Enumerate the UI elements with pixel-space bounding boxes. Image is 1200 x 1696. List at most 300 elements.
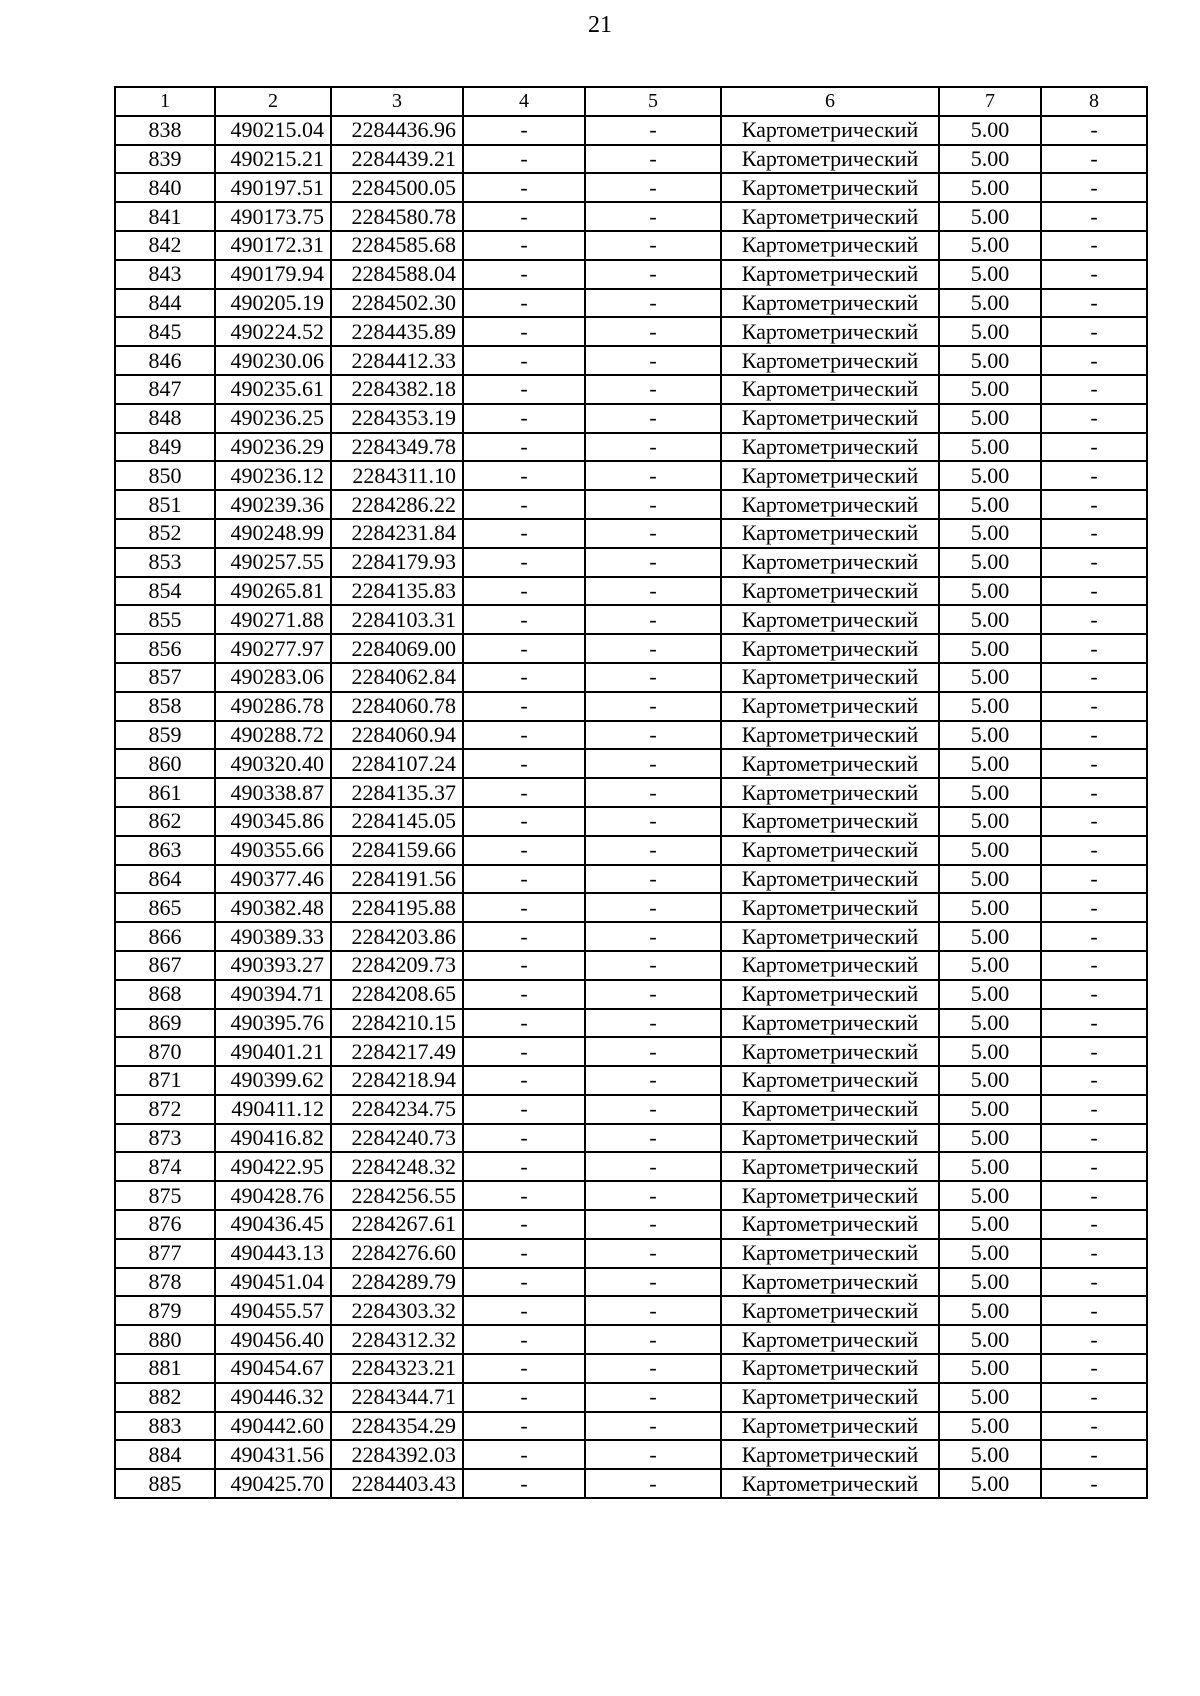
- column-5-cell: -: [585, 461, 721, 490]
- x-coordinate-cell: 490377.46: [215, 865, 331, 894]
- method-cell: Картометрический: [721, 692, 939, 721]
- accuracy-cell: 5.00: [939, 634, 1041, 663]
- column-4-cell: -: [463, 1210, 585, 1239]
- column-8-cell: -: [1041, 749, 1147, 778]
- y-coordinate-cell: 2284436.96: [331, 116, 463, 145]
- table-row: [115, 1152, 1147, 1181]
- x-coordinate-cell: 490422.95: [215, 1152, 331, 1181]
- table-row: [115, 980, 1147, 1009]
- x-coordinate-cell: 490436.45: [215, 1210, 331, 1239]
- column-4-cell: -: [463, 1412, 585, 1441]
- x-coordinate-cell: 490394.71: [215, 980, 331, 1009]
- point-number-cell: 844: [115, 289, 215, 318]
- column-8-cell: -: [1041, 145, 1147, 174]
- column-8-cell: -: [1041, 1095, 1147, 1124]
- table-row: [115, 346, 1147, 375]
- point-number-cell: 849: [115, 433, 215, 462]
- column-5-cell: -: [585, 749, 721, 778]
- table-row: [115, 1354, 1147, 1383]
- column-8-cell: -: [1041, 1469, 1147, 1498]
- column-4-cell: -: [463, 807, 585, 836]
- x-coordinate-cell: 490443.13: [215, 1239, 331, 1268]
- column-8-cell: -: [1041, 317, 1147, 346]
- x-coordinate-cell: 490283.06: [215, 663, 331, 692]
- accuracy-cell: 5.00: [939, 490, 1041, 519]
- y-coordinate-cell: 2284195.88: [331, 893, 463, 922]
- column-8-cell: -: [1041, 1239, 1147, 1268]
- y-coordinate-cell: 2284354.29: [331, 1412, 463, 1441]
- point-number-cell: 884: [115, 1440, 215, 1469]
- column-4-cell: -: [463, 231, 585, 260]
- y-coordinate-cell: 2284412.33: [331, 346, 463, 375]
- x-coordinate-cell: 490236.12: [215, 461, 331, 490]
- column-5-cell: -: [585, 1412, 721, 1441]
- table-row: [115, 116, 1147, 145]
- column-4-cell: -: [463, 836, 585, 865]
- column-5-cell: -: [585, 346, 721, 375]
- table-row: [115, 548, 1147, 577]
- y-coordinate-cell: 2284248.32: [331, 1152, 463, 1181]
- column-8-cell: -: [1041, 1383, 1147, 1412]
- method-cell: Картометрический: [721, 605, 939, 634]
- column-4-cell: -: [463, 1037, 585, 1066]
- column-8-cell: -: [1041, 1440, 1147, 1469]
- table-row: [115, 145, 1147, 174]
- point-number-cell: 859: [115, 721, 215, 750]
- table-row: [115, 1239, 1147, 1268]
- column-4-cell: -: [463, 1296, 585, 1325]
- accuracy-cell: 5.00: [939, 116, 1041, 145]
- accuracy-cell: 5.00: [939, 1383, 1041, 1412]
- method-cell: Картометрический: [721, 1239, 939, 1268]
- point-number-cell: 857: [115, 663, 215, 692]
- column-4-cell: -: [463, 1124, 585, 1153]
- accuracy-cell: 5.00: [939, 1296, 1041, 1325]
- x-coordinate-cell: 490411.12: [215, 1095, 331, 1124]
- column-5-cell: -: [585, 173, 721, 202]
- column-8-cell: -: [1041, 605, 1147, 634]
- x-coordinate-cell: 490446.32: [215, 1383, 331, 1412]
- column-8-cell: -: [1041, 375, 1147, 404]
- table-row: [115, 721, 1147, 750]
- table-row: [115, 749, 1147, 778]
- method-cell: Картометрический: [721, 1354, 939, 1383]
- accuracy-cell: 5.00: [939, 663, 1041, 692]
- column-5-cell: -: [585, 663, 721, 692]
- y-coordinate-cell: 2284234.75: [331, 1095, 463, 1124]
- table-row: [115, 1009, 1147, 1038]
- table-row: [115, 605, 1147, 634]
- column-8-cell: -: [1041, 1152, 1147, 1181]
- method-cell: Картометрический: [721, 490, 939, 519]
- column-8-cell: -: [1041, 1124, 1147, 1153]
- x-coordinate-cell: 490179.94: [215, 260, 331, 289]
- y-coordinate-cell: 2284353.19: [331, 404, 463, 433]
- column-5-cell: -: [585, 865, 721, 894]
- y-coordinate-cell: 2284145.05: [331, 807, 463, 836]
- column-4-cell: -: [463, 577, 585, 606]
- column-4-cell: -: [463, 1152, 585, 1181]
- column-5-cell: -: [585, 375, 721, 404]
- accuracy-cell: 5.00: [939, 202, 1041, 231]
- x-coordinate-cell: 490416.82: [215, 1124, 331, 1153]
- column-4-cell: -: [463, 721, 585, 750]
- accuracy-cell: 5.00: [939, 1354, 1041, 1383]
- y-coordinate-cell: 2284069.00: [331, 634, 463, 663]
- x-coordinate-cell: 490442.60: [215, 1412, 331, 1441]
- column-4-cell: -: [463, 145, 585, 174]
- column-5-cell: -: [585, 577, 721, 606]
- point-number-cell: 845: [115, 317, 215, 346]
- column-5-cell: -: [585, 260, 721, 289]
- column-5-cell: -: [585, 922, 721, 951]
- column-8-cell: -: [1041, 404, 1147, 433]
- y-coordinate-cell: 2284580.78: [331, 202, 463, 231]
- table-row: [115, 577, 1147, 606]
- table-row: [115, 778, 1147, 807]
- table-row: [115, 865, 1147, 894]
- column-5-cell: -: [585, 519, 721, 548]
- method-cell: Картометрический: [721, 173, 939, 202]
- point-number-cell: 869: [115, 1009, 215, 1038]
- column-4-cell: -: [463, 1325, 585, 1354]
- point-number-cell: 877: [115, 1239, 215, 1268]
- x-coordinate-cell: 490271.88: [215, 605, 331, 634]
- column-8-cell: -: [1041, 865, 1147, 894]
- y-coordinate-cell: 2284191.56: [331, 865, 463, 894]
- method-cell: Картометрический: [721, 634, 939, 663]
- point-number-cell: 880: [115, 1325, 215, 1354]
- method-cell: Картометрический: [721, 1469, 939, 1498]
- table-header-row: [115, 87, 1147, 116]
- y-coordinate-cell: 2284502.30: [331, 289, 463, 318]
- y-coordinate-cell: 2284060.94: [331, 721, 463, 750]
- y-coordinate-cell: 2284062.84: [331, 663, 463, 692]
- accuracy-cell: 5.00: [939, 1469, 1041, 1498]
- point-number-cell: 843: [115, 260, 215, 289]
- accuracy-cell: 5.00: [939, 605, 1041, 634]
- column-4-cell: -: [463, 1239, 585, 1268]
- accuracy-cell: 5.00: [939, 951, 1041, 980]
- column-4-cell: -: [463, 1383, 585, 1412]
- y-coordinate-cell: 2284435.89: [331, 317, 463, 346]
- column-8-cell: -: [1041, 461, 1147, 490]
- y-coordinate-cell: 2284217.49: [331, 1037, 463, 1066]
- point-number-cell: 850: [115, 461, 215, 490]
- table-row: [115, 836, 1147, 865]
- column-8-cell: -: [1041, 951, 1147, 980]
- accuracy-cell: 5.00: [939, 173, 1041, 202]
- accuracy-cell: 5.00: [939, 1239, 1041, 1268]
- accuracy-cell: 5.00: [939, 807, 1041, 836]
- coordinates-table: [114, 86, 1148, 1499]
- table-row: [115, 1181, 1147, 1210]
- column-5-cell: -: [585, 1124, 721, 1153]
- method-cell: Картометрический: [721, 461, 939, 490]
- column-5-cell: -: [585, 202, 721, 231]
- x-coordinate-cell: 490197.51: [215, 173, 331, 202]
- method-cell: Картометрический: [721, 1009, 939, 1038]
- y-coordinate-cell: 2284256.55: [331, 1181, 463, 1210]
- accuracy-cell: 5.00: [939, 1268, 1041, 1297]
- table-row: [115, 692, 1147, 721]
- column-header: 8: [1041, 87, 1147, 116]
- accuracy-cell: 5.00: [939, 778, 1041, 807]
- accuracy-cell: 5.00: [939, 980, 1041, 1009]
- point-number-cell: 878: [115, 1268, 215, 1297]
- x-coordinate-cell: 490451.04: [215, 1268, 331, 1297]
- point-number-cell: 842: [115, 231, 215, 260]
- column-4-cell: -: [463, 634, 585, 663]
- x-coordinate-cell: 490455.57: [215, 1296, 331, 1325]
- point-number-cell: 853: [115, 548, 215, 577]
- method-cell: Картометрический: [721, 1152, 939, 1181]
- accuracy-cell: 5.00: [939, 433, 1041, 462]
- column-8-cell: -: [1041, 231, 1147, 260]
- table-row: [115, 807, 1147, 836]
- method-cell: Картометрический: [721, 433, 939, 462]
- x-coordinate-cell: 490456.40: [215, 1325, 331, 1354]
- method-cell: Картометрический: [721, 375, 939, 404]
- x-coordinate-cell: 490393.27: [215, 951, 331, 980]
- column-4-cell: -: [463, 490, 585, 519]
- x-coordinate-cell: 490230.06: [215, 346, 331, 375]
- method-cell: Картометрический: [721, 1124, 939, 1153]
- point-number-cell: 863: [115, 836, 215, 865]
- column-4-cell: -: [463, 375, 585, 404]
- table-row: [115, 1124, 1147, 1153]
- table-row: [115, 1325, 1147, 1354]
- method-cell: Картометрический: [721, 346, 939, 375]
- point-number-cell: 866: [115, 922, 215, 951]
- x-coordinate-cell: 490320.40: [215, 749, 331, 778]
- column-4-cell: -: [463, 605, 585, 634]
- column-5-cell: -: [585, 721, 721, 750]
- column-5-cell: -: [585, 548, 721, 577]
- table-row: [115, 433, 1147, 462]
- column-4-cell: -: [463, 663, 585, 692]
- method-cell: Картометрический: [721, 778, 939, 807]
- column-5-cell: -: [585, 1469, 721, 1498]
- point-number-cell: 882: [115, 1383, 215, 1412]
- point-number-cell: 883: [115, 1412, 215, 1441]
- accuracy-cell: 5.00: [939, 260, 1041, 289]
- y-coordinate-cell: 2284208.65: [331, 980, 463, 1009]
- point-number-cell: 847: [115, 375, 215, 404]
- column-8-cell: -: [1041, 519, 1147, 548]
- column-4-cell: -: [463, 548, 585, 577]
- column-4-cell: -: [463, 951, 585, 980]
- y-coordinate-cell: 2284286.22: [331, 490, 463, 519]
- column-5-cell: -: [585, 145, 721, 174]
- x-coordinate-cell: 490399.62: [215, 1066, 331, 1095]
- y-coordinate-cell: 2284060.78: [331, 692, 463, 721]
- accuracy-cell: 5.00: [939, 317, 1041, 346]
- column-5-cell: -: [585, 1325, 721, 1354]
- point-number-cell: 841: [115, 202, 215, 231]
- accuracy-cell: 5.00: [939, 922, 1041, 951]
- x-coordinate-cell: 490172.31: [215, 231, 331, 260]
- column-8-cell: -: [1041, 1325, 1147, 1354]
- column-5-cell: -: [585, 778, 721, 807]
- method-cell: Картометрический: [721, 1095, 939, 1124]
- column-8-cell: -: [1041, 116, 1147, 145]
- y-coordinate-cell: 2284218.94: [331, 1066, 463, 1095]
- accuracy-cell: 5.00: [939, 1124, 1041, 1153]
- column-8-cell: -: [1041, 202, 1147, 231]
- x-coordinate-cell: 490431.56: [215, 1440, 331, 1469]
- accuracy-cell: 5.00: [939, 289, 1041, 318]
- column-5-cell: -: [585, 404, 721, 433]
- table-row: [115, 1440, 1147, 1469]
- x-coordinate-cell: 490286.78: [215, 692, 331, 721]
- column-4-cell: -: [463, 202, 585, 231]
- point-number-cell: 865: [115, 893, 215, 922]
- y-coordinate-cell: 2284240.73: [331, 1124, 463, 1153]
- method-cell: Картометрический: [721, 1412, 939, 1441]
- table-row: [115, 519, 1147, 548]
- accuracy-cell: 5.00: [939, 1412, 1041, 1441]
- x-coordinate-cell: 490257.55: [215, 548, 331, 577]
- column-8-cell: -: [1041, 548, 1147, 577]
- column-4-cell: -: [463, 346, 585, 375]
- y-coordinate-cell: 2284135.37: [331, 778, 463, 807]
- column-8-cell: -: [1041, 721, 1147, 750]
- method-cell: Картометрический: [721, 260, 939, 289]
- table-row: [115, 1095, 1147, 1124]
- x-coordinate-cell: 490277.97: [215, 634, 331, 663]
- accuracy-cell: 5.00: [939, 548, 1041, 577]
- method-cell: Картометрический: [721, 548, 939, 577]
- accuracy-cell: 5.00: [939, 1210, 1041, 1239]
- x-coordinate-cell: 490265.81: [215, 577, 331, 606]
- column-8-cell: -: [1041, 692, 1147, 721]
- method-cell: Картометрический: [721, 1181, 939, 1210]
- column-5-cell: -: [585, 1239, 721, 1268]
- y-coordinate-cell: 2284179.93: [331, 548, 463, 577]
- point-number-cell: 872: [115, 1095, 215, 1124]
- method-cell: Картометрический: [721, 836, 939, 865]
- column-8-cell: -: [1041, 980, 1147, 1009]
- point-number-cell: 879: [115, 1296, 215, 1325]
- x-coordinate-cell: 490215.04: [215, 116, 331, 145]
- x-coordinate-cell: 490236.25: [215, 404, 331, 433]
- column-8-cell: -: [1041, 1181, 1147, 1210]
- column-8-cell: -: [1041, 1354, 1147, 1383]
- point-number-cell: 867: [115, 951, 215, 980]
- point-number-cell: 839: [115, 145, 215, 174]
- accuracy-cell: 5.00: [939, 1181, 1041, 1210]
- accuracy-cell: 5.00: [939, 1037, 1041, 1066]
- accuracy-cell: 5.00: [939, 1095, 1041, 1124]
- point-number-cell: 840: [115, 173, 215, 202]
- accuracy-cell: 5.00: [939, 346, 1041, 375]
- column-4-cell: -: [463, 922, 585, 951]
- point-number-cell: 871: [115, 1066, 215, 1095]
- table-row: [115, 893, 1147, 922]
- x-coordinate-cell: 490235.61: [215, 375, 331, 404]
- table-row: [115, 461, 1147, 490]
- method-cell: Картометрический: [721, 577, 939, 606]
- column-4-cell: -: [463, 1009, 585, 1038]
- table-row: [115, 634, 1147, 663]
- column-header: 7: [939, 87, 1041, 116]
- column-5-cell: -: [585, 836, 721, 865]
- column-4-cell: -: [463, 317, 585, 346]
- column-8-cell: -: [1041, 893, 1147, 922]
- column-5-cell: -: [585, 1296, 721, 1325]
- column-8-cell: -: [1041, 1037, 1147, 1066]
- column-4-cell: -: [463, 404, 585, 433]
- method-cell: Картометрический: [721, 980, 939, 1009]
- y-coordinate-cell: 2284588.04: [331, 260, 463, 289]
- accuracy-cell: 5.00: [939, 519, 1041, 548]
- method-cell: Картометрический: [721, 721, 939, 750]
- column-header: 2: [215, 87, 331, 116]
- method-cell: Картометрический: [721, 865, 939, 894]
- column-5-cell: -: [585, 1210, 721, 1239]
- column-5-cell: -: [585, 1440, 721, 1469]
- column-4-cell: -: [463, 1440, 585, 1469]
- x-coordinate-cell: 490173.75: [215, 202, 331, 231]
- column-5-cell: -: [585, 231, 721, 260]
- accuracy-cell: 5.00: [939, 404, 1041, 433]
- table-row: [115, 404, 1147, 433]
- y-coordinate-cell: 2284276.60: [331, 1239, 463, 1268]
- point-number-cell: 885: [115, 1469, 215, 1498]
- column-4-cell: -: [463, 1095, 585, 1124]
- point-number-cell: 876: [115, 1210, 215, 1239]
- method-cell: Картометрический: [721, 1440, 939, 1469]
- point-number-cell: 852: [115, 519, 215, 548]
- column-4-cell: -: [463, 461, 585, 490]
- table-row: [115, 1210, 1147, 1239]
- point-number-cell: 858: [115, 692, 215, 721]
- table-row: [115, 1296, 1147, 1325]
- column-4-cell: -: [463, 116, 585, 145]
- table-row: [115, 922, 1147, 951]
- y-coordinate-cell: 2284439.21: [331, 145, 463, 174]
- point-number-cell: 848: [115, 404, 215, 433]
- y-coordinate-cell: 2284349.78: [331, 433, 463, 462]
- table-row: [115, 1412, 1147, 1441]
- y-coordinate-cell: 2284312.32: [331, 1325, 463, 1354]
- column-5-cell: -: [585, 289, 721, 318]
- column-8-cell: -: [1041, 1412, 1147, 1441]
- x-coordinate-cell: 490425.70: [215, 1469, 331, 1498]
- x-coordinate-cell: 490454.67: [215, 1354, 331, 1383]
- y-coordinate-cell: 2284103.31: [331, 605, 463, 634]
- column-4-cell: -: [463, 865, 585, 894]
- point-number-cell: 873: [115, 1124, 215, 1153]
- point-number-cell: 851: [115, 490, 215, 519]
- table-row: [115, 289, 1147, 318]
- column-header: 1: [115, 87, 215, 116]
- column-4-cell: -: [463, 173, 585, 202]
- x-coordinate-cell: 490239.36: [215, 490, 331, 519]
- accuracy-cell: 5.00: [939, 836, 1041, 865]
- column-8-cell: -: [1041, 807, 1147, 836]
- table-row: [115, 375, 1147, 404]
- column-8-cell: -: [1041, 778, 1147, 807]
- coordinates-table-container: [114, 86, 1146, 1499]
- method-cell: Картометрический: [721, 1066, 939, 1095]
- table-row: [115, 663, 1147, 692]
- accuracy-cell: 5.00: [939, 721, 1041, 750]
- y-coordinate-cell: 2284303.32: [331, 1296, 463, 1325]
- x-coordinate-cell: 490401.21: [215, 1037, 331, 1066]
- column-8-cell: -: [1041, 1296, 1147, 1325]
